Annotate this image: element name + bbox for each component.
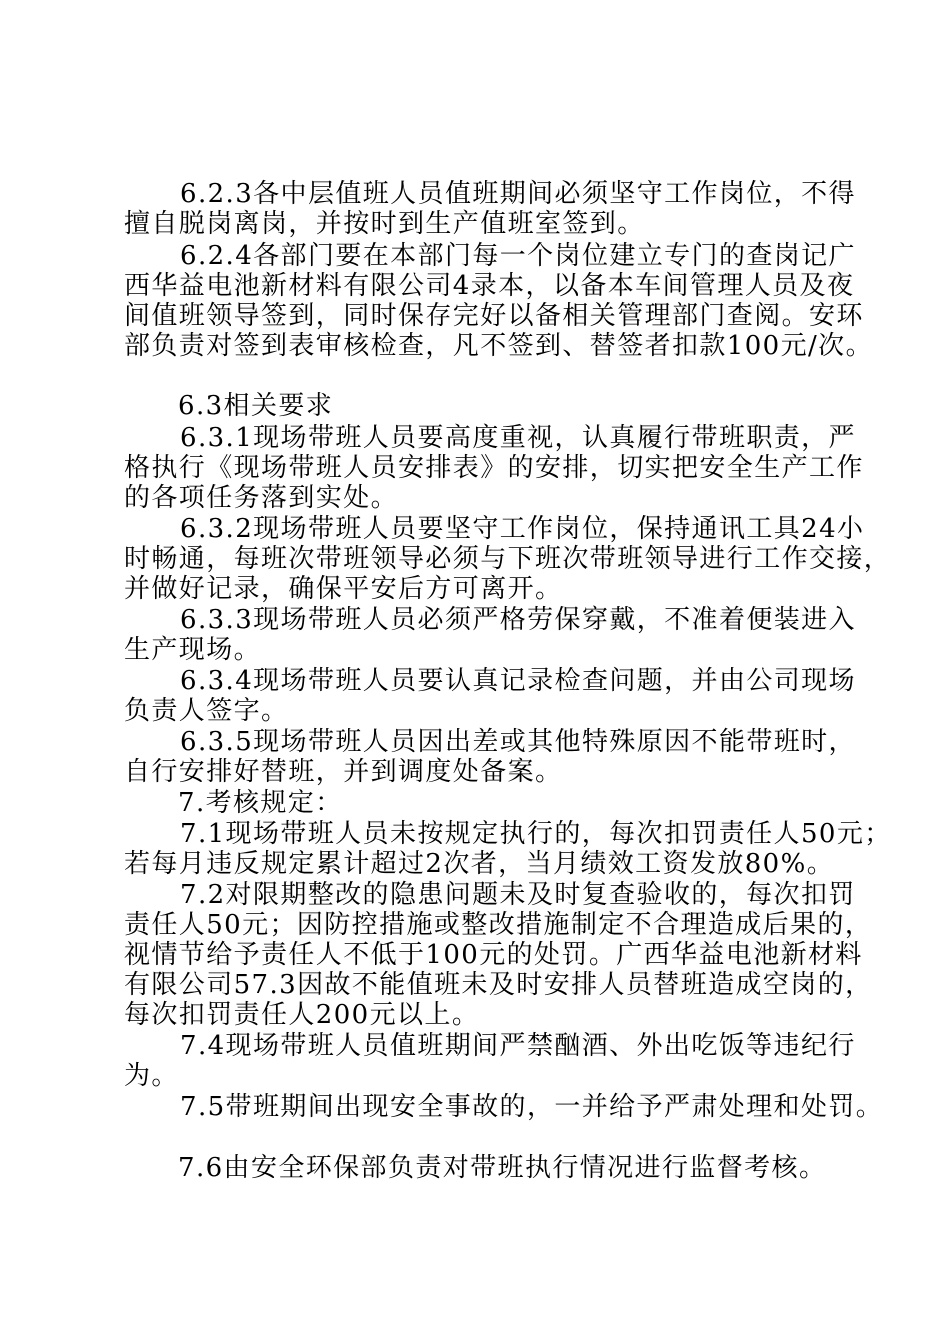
text-line: 7.2对限期整改的隐患问题未及时复查验收的，每次扣罚 (180, 880, 856, 910)
text-line: 6.2.4各部门要在本部门每一个岗位建立专门的查岗记广 (180, 241, 856, 271)
text-line: 6.3.1现场带班人员要高度重视，认真履行带班职责，严 (180, 423, 856, 453)
text-line: 7.1现场带班人员未按规定执行的，每次扣罚责任人50元； (180, 819, 892, 849)
text-line: 并做好记录，确保平安后方可离开。 (124, 574, 563, 604)
text-line: 自行安排好替班，并到调度处备案。 (124, 757, 563, 787)
text-line: 6.2.3各中层值班人员值班期间必须坚守工作岗位，不得 (180, 179, 856, 209)
section-heading: 7.考核规定： (178, 788, 343, 818)
text-line: 7.6由安全环保部负责对带班执行情况进行监督考核。 (178, 1153, 827, 1183)
text-line: 格执行《现场带班人员安排表》的安排，切实把安全生产工作 (124, 453, 864, 483)
text-line: 7.4现场带班人员值班期间严禁酗酒、外出吃饭等违纪行 (180, 1031, 856, 1061)
text-line: 6.3.2现场带班人员要坚守工作岗位，保持通讯工具24小 (180, 514, 865, 544)
text-line: 有限公司57.3因故不能值班未及时安排人员替班造成空岗的， (124, 970, 873, 1000)
text-line: 擅自脱岗离岗，并按时到生产值班室签到。 (124, 209, 645, 239)
text-line: 时畅通，每班次带班领导必须与下班次带班领导进行工作交接， (124, 544, 892, 574)
text-line: 负责人签字。 (124, 696, 289, 726)
text-line: 6.3.3现场带班人员必须严格劳保穿戴，不准着便装进入 (180, 605, 856, 635)
text-line: 7.5带班期间出现安全事故的，一并给予严肃处理和处罚。 (180, 1092, 884, 1122)
text-line: 视情节给予责任人不低于100元的处罚。广西华益电池新材料 (124, 940, 863, 970)
text-line: 部负责对签到表审核检查，凡不签到、替签者扣款100元/次。 (124, 331, 873, 361)
text-line: 西华益电池新材料有限公司4录本，以备本车间管理人员及夜 (124, 271, 855, 301)
text-line: 每次扣罚责任人200元以上。 (124, 1000, 480, 1030)
text-line: 6.3.4现场带班人员要认真记录检查问题，并由公司现场 (180, 666, 856, 696)
text-line: 6.3.5现场带班人员因出差或其他特殊原因不能带班时， (180, 727, 856, 757)
text-line: 间值班领导签到，同时保存完好以备相关管理部门查阅。安环 (124, 301, 864, 331)
section-heading: 6.3相关要求 (178, 391, 334, 421)
text-line: 若每月违反规定累计超过2次者，当月绩效工资发放80%。 (124, 849, 835, 879)
text-line: 的各项任务落到实处。 (124, 483, 399, 513)
text-line: 为。 (124, 1061, 179, 1091)
text-line: 生产现场。 (124, 635, 262, 665)
text-line: 责任人50元；因防控措施或整改措施制定不合理造成后果的， (124, 910, 873, 940)
